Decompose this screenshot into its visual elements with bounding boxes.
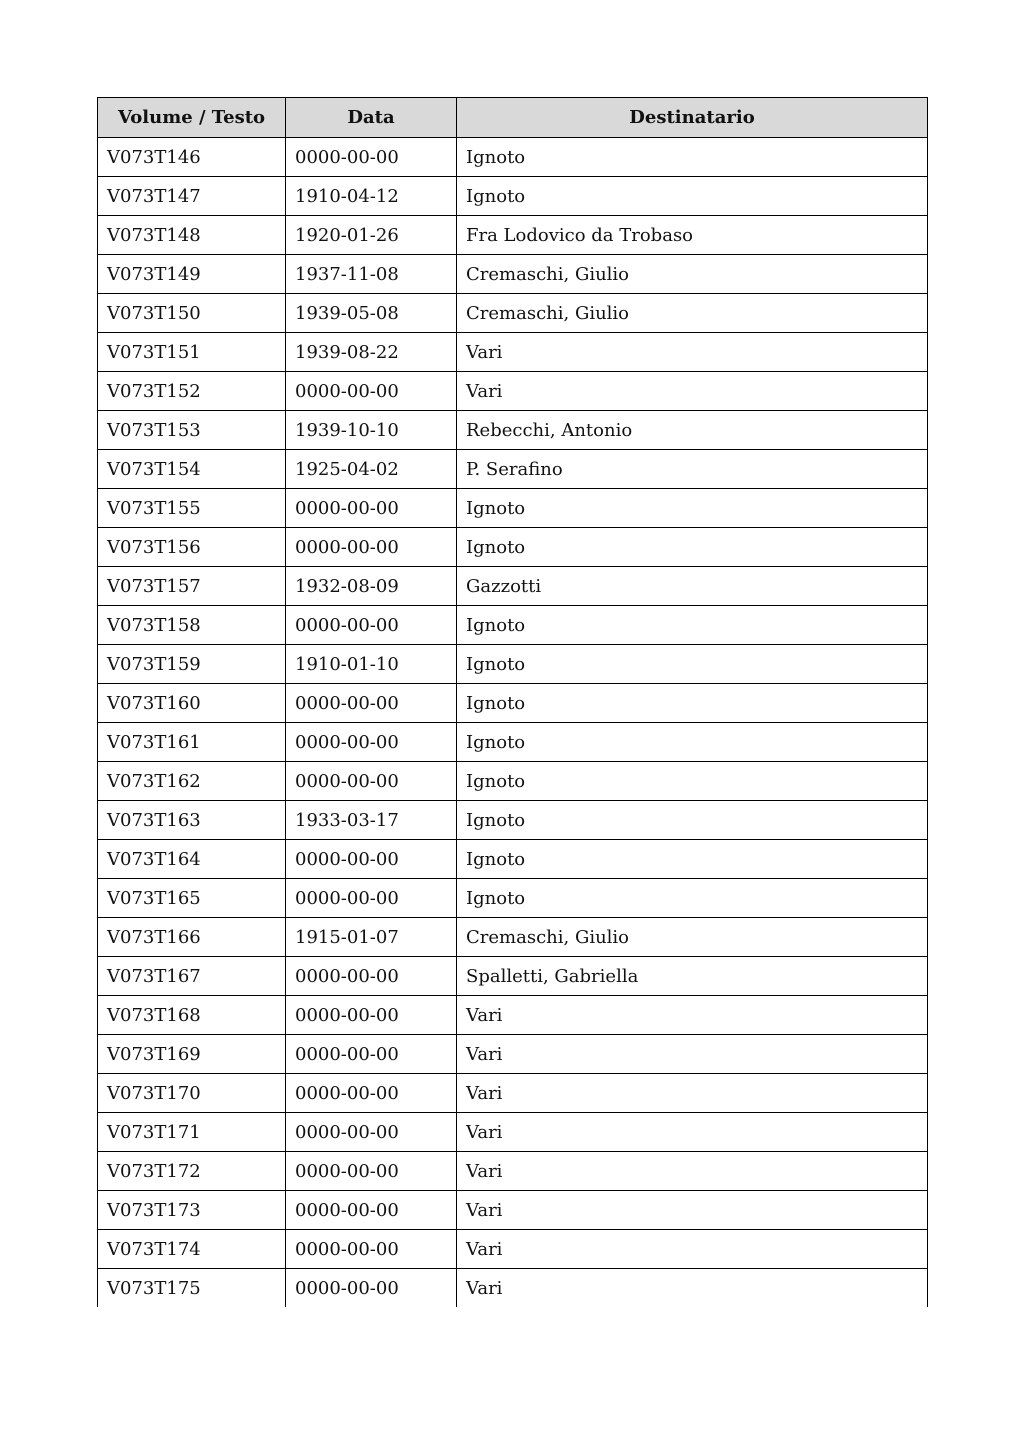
cell-volume-testo: V073T152 (98, 372, 286, 411)
cell-destinatario: Vari (457, 1191, 928, 1230)
table-row (98, 606, 928, 645)
cell-data: 0000-00-00 (286, 1035, 457, 1074)
cell-data: 1939-10-10 (286, 411, 457, 450)
cell-data: 0000-00-00 (286, 528, 457, 567)
cell-destinatario: Cremaschi, Giulio (457, 918, 928, 957)
cell-destinatario: Vari (457, 372, 928, 411)
cell-destinatario: Ignoto (457, 879, 928, 918)
table-row (98, 216, 928, 255)
cell-volume-testo: V073T173 (98, 1191, 286, 1230)
cell-data: 0000-00-00 (286, 1269, 457, 1308)
table-row (98, 177, 928, 216)
table-row (98, 840, 928, 879)
table-row (98, 1074, 928, 1113)
cell-volume-testo: V073T150 (98, 294, 286, 333)
cell-volume-testo: V073T156 (98, 528, 286, 567)
cell-destinatario: Vari (457, 1230, 928, 1269)
cell-volume-testo: V073T175 (98, 1269, 286, 1308)
cell-volume-testo: V073T163 (98, 801, 286, 840)
table-row (98, 1152, 928, 1191)
column-header-data: Data (286, 98, 457, 138)
cell-volume-testo: V073T159 (98, 645, 286, 684)
cell-volume-testo: V073T148 (98, 216, 286, 255)
cell-data: 1925-04-02 (286, 450, 457, 489)
cell-data: 0000-00-00 (286, 1191, 457, 1230)
cell-data: 0000-00-00 (286, 1230, 457, 1269)
cell-data: 0000-00-00 (286, 879, 457, 918)
cell-volume-testo: V073T155 (98, 489, 286, 528)
cell-destinatario: Spalletti, Gabriella (457, 957, 928, 996)
cell-data: 0000-00-00 (286, 138, 457, 177)
cell-data: 0000-00-00 (286, 957, 457, 996)
table-row (98, 645, 928, 684)
table-row (98, 489, 928, 528)
cell-destinatario: Ignoto (457, 723, 928, 762)
cell-volume-testo: V073T170 (98, 1074, 286, 1113)
cell-volume-testo: V073T153 (98, 411, 286, 450)
table-row (98, 879, 928, 918)
cell-volume-testo: V073T161 (98, 723, 286, 762)
cell-data: 1932-08-09 (286, 567, 457, 606)
cell-volume-testo: V073T164 (98, 840, 286, 879)
table-row (98, 957, 928, 996)
cell-destinatario: Ignoto (457, 138, 928, 177)
cell-volume-testo: V073T151 (98, 333, 286, 372)
cell-volume-testo: V073T167 (98, 957, 286, 996)
cell-data: 1933-03-17 (286, 801, 457, 840)
table-row (98, 333, 928, 372)
cell-data: 1937-11-08 (286, 255, 457, 294)
cell-data: 1910-04-12 (286, 177, 457, 216)
table-row (98, 528, 928, 567)
column-header-volume-testo: Volume / Testo (98, 98, 286, 138)
cell-volume-testo: V073T172 (98, 1152, 286, 1191)
table-body (98, 138, 928, 1308)
cell-volume-testo: V073T174 (98, 1230, 286, 1269)
table-row (98, 1113, 928, 1152)
cell-destinatario: Ignoto (457, 762, 928, 801)
cell-destinatario: Ignoto (457, 684, 928, 723)
table-row (98, 1269, 928, 1308)
cell-destinatario: Ignoto (457, 840, 928, 879)
cell-data: 0000-00-00 (286, 1074, 457, 1113)
table-row (98, 918, 928, 957)
cell-data: 0000-00-00 (286, 606, 457, 645)
table-row (98, 411, 928, 450)
cell-destinatario: P. Serafino (457, 450, 928, 489)
cell-destinatario: Fra Lodovico da Trobaso (457, 216, 928, 255)
cell-volume-testo: V073T157 (98, 567, 286, 606)
cell-destinatario: Ignoto (457, 606, 928, 645)
cell-destinatario: Vari (457, 996, 928, 1035)
table-row (98, 450, 928, 489)
cell-destinatario: Ignoto (457, 177, 928, 216)
cell-destinatario: Cremaschi, Giulio (457, 294, 928, 333)
table-row (98, 255, 928, 294)
table-row (98, 1230, 928, 1269)
table-row (98, 801, 928, 840)
cell-volume-testo: V073T162 (98, 762, 286, 801)
table-row (98, 996, 928, 1035)
cell-destinatario: Vari (457, 1152, 928, 1191)
cell-destinatario: Rebecchi, Antonio (457, 411, 928, 450)
table-row (98, 1191, 928, 1230)
cell-destinatario: Vari (457, 1113, 928, 1152)
cell-destinatario: Ignoto (457, 801, 928, 840)
cell-data: 0000-00-00 (286, 762, 457, 801)
cell-data: 0000-00-00 (286, 684, 457, 723)
cell-destinatario: Ignoto (457, 489, 928, 528)
cell-volume-testo: V073T169 (98, 1035, 286, 1074)
cell-destinatario: Cremaschi, Giulio (457, 255, 928, 294)
table-row (98, 294, 928, 333)
cell-volume-testo: V073T149 (98, 255, 286, 294)
cell-data: 0000-00-00 (286, 1152, 457, 1191)
cell-destinatario: Gazzotti (457, 567, 928, 606)
cell-destinatario: Ignoto (457, 528, 928, 567)
cell-data: 1939-05-08 (286, 294, 457, 333)
cell-data: 0000-00-00 (286, 372, 457, 411)
cell-volume-testo: V073T147 (98, 177, 286, 216)
table-row (98, 1035, 928, 1074)
cell-data: 0000-00-00 (286, 723, 457, 762)
cell-volume-testo: V073T165 (98, 879, 286, 918)
cell-data: 1910-01-10 (286, 645, 457, 684)
table-header-row (98, 98, 928, 138)
cell-volume-testo: V073T160 (98, 684, 286, 723)
table-row (98, 723, 928, 762)
cell-data: 0000-00-00 (286, 996, 457, 1035)
cell-destinatario: Vari (457, 1074, 928, 1113)
letters-register-table (97, 97, 928, 1307)
cell-volume-testo: V073T166 (98, 918, 286, 957)
cell-data: 0000-00-00 (286, 1113, 457, 1152)
table-row (98, 567, 928, 606)
cell-volume-testo: V073T171 (98, 1113, 286, 1152)
cell-volume-testo: V073T154 (98, 450, 286, 489)
cell-data: 1915-01-07 (286, 918, 457, 957)
cell-destinatario: Vari (457, 333, 928, 372)
cell-data: 1920-01-26 (286, 216, 457, 255)
table-row (98, 684, 928, 723)
cell-volume-testo: V073T146 (98, 138, 286, 177)
cell-data: 0000-00-00 (286, 489, 457, 528)
cell-data: 0000-00-00 (286, 840, 457, 879)
cell-destinatario: Vari (457, 1035, 928, 1074)
cell-data: 1939-08-22 (286, 333, 457, 372)
cell-destinatario: Ignoto (457, 645, 928, 684)
table-row (98, 762, 928, 801)
cell-volume-testo: V073T158 (98, 606, 286, 645)
table-row (98, 372, 928, 411)
cell-destinatario: Vari (457, 1269, 928, 1308)
cell-volume-testo: V073T168 (98, 996, 286, 1035)
table-row (98, 138, 928, 177)
column-header-destinatario: Destinatario (457, 98, 928, 138)
